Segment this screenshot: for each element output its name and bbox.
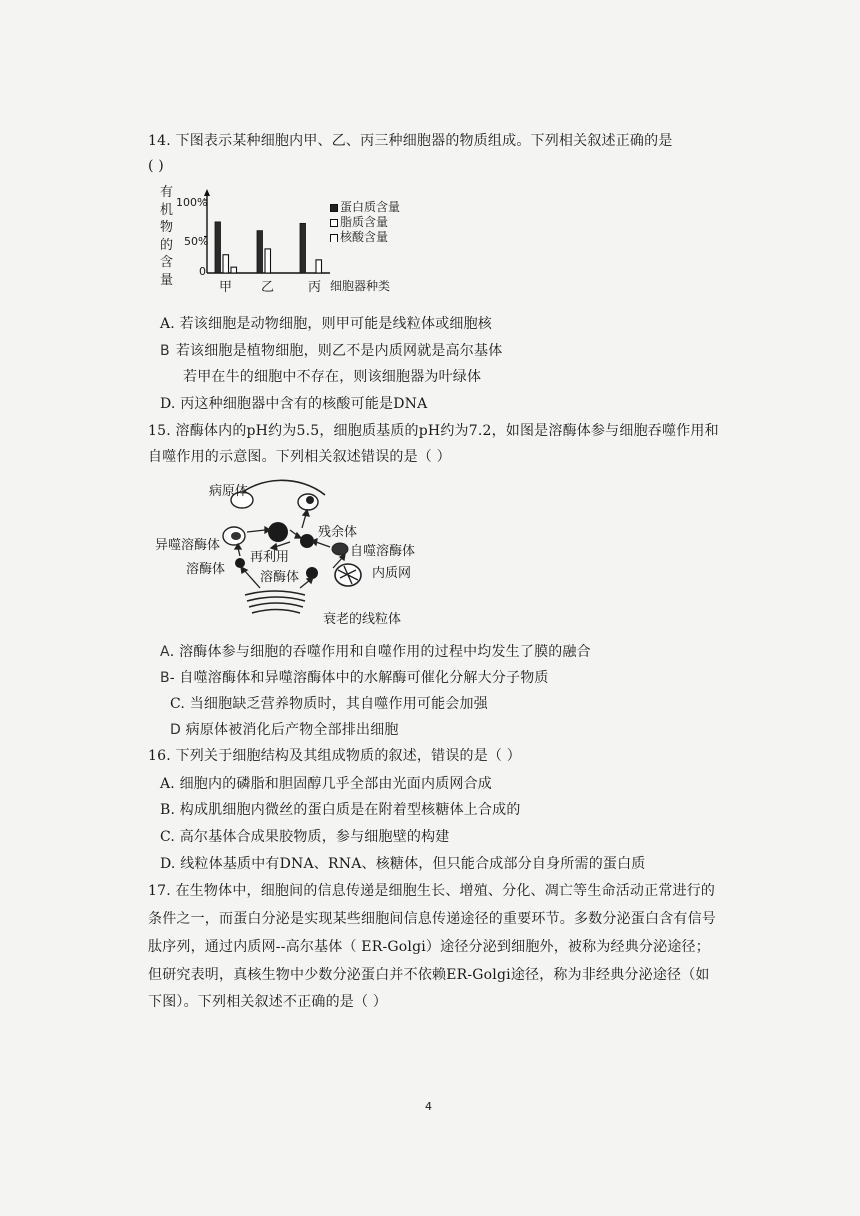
handwritten-mark-b: B: [160, 670, 170, 686]
q16-option-c: C. 高尔基体合成果胶物质，参与细胞壁的构建: [160, 829, 450, 845]
page-number: 4: [425, 1100, 432, 1113]
x-cat-yi: 乙: [261, 280, 275, 295]
q17-line-1: 17. 在生物体中，细胞间的信息传递是细胞生长、增殖、分化、凋亡等生命活动正常进行的: [148, 883, 716, 899]
handwritten-mark-b: B: [160, 343, 170, 359]
handwritten-mark-d: D: [170, 722, 181, 738]
legend-item-protein: 蛋白质含量: [330, 200, 400, 215]
chart-xlabel: 细胞器种类: [330, 279, 391, 293]
bar-protein-1: [257, 231, 263, 273]
handwritten-mark-a: A: [160, 644, 170, 660]
chart-bars: [215, 222, 322, 273]
q16-stem: 16. 下列关于细胞结构及其组成物质的叙述，错误的是（ ）: [148, 748, 521, 764]
bar-lipid-0: [223, 255, 229, 273]
q17-line-5: 下图）。下列相关叙述不正确的是（ ）: [148, 994, 388, 1010]
legend-item-nucleic: 核酸含量: [330, 230, 400, 245]
label-mitochondria: 衰老的线粒体: [323, 612, 402, 627]
q14-option-a: A. 若该细胞是动物细胞，则甲可能是线粒体或细胞核: [160, 316, 493, 332]
bar-nucleic-2: [316, 260, 322, 273]
bar-protein-2: [300, 223, 306, 273]
y-axis-arrow: [204, 189, 210, 196]
label-lysosome-left: 溶酶体: [186, 562, 226, 577]
q14-option-c: 若甲在牛的细胞中不存在，则该细胞器为叶绿体: [183, 369, 482, 385]
q17-line-4: 但研究表明，真核生物中少数分泌蛋白并不依赖ER-Golgi途径，称为非经典分泌途径（如: [148, 967, 710, 983]
q17-line-3: 肽序列，通过内质网--高尔基体（ ER-Golgi）途径分泌到细胞外，被称为经典分泌途径；: [148, 939, 710, 955]
label-residual-body: 残余体: [318, 525, 358, 540]
q14-stem: 14. 下图表示某种细胞内甲、乙、丙三种细胞器的物质组成。下列相关叙述正确的是: [148, 133, 673, 149]
label-reuse: 再利用: [250, 550, 290, 565]
q16-option-d: D. 线粒体基质中有DNA、RNA、核糖体，但只能合成部分自身所需的蛋白质: [160, 856, 646, 872]
q14-paren: ( ): [148, 158, 164, 174]
q15-option-c: C. 当细胞缺乏营养物质时，其自噬作用可能会加强: [170, 696, 488, 712]
label-lysosome-mid: 溶酶体: [260, 570, 300, 585]
chart-legend: [330, 200, 400, 245]
q17-line-2: 条件之一，而蛋白分泌是实现某些细胞间信息传递途径的重要环节。多数分泌蛋白含有信号: [148, 911, 716, 927]
bar-protein-0: [215, 222, 221, 273]
q15-stem-2: 自噬作用的示意图。下列相关叙述错误的是（ ）: [148, 449, 451, 465]
label-auto-lysosome: 自噬溶酶体: [350, 544, 416, 559]
q14-option-b: B 若该细胞是植物细胞，则乙不是内质网就是高尔基体: [160, 343, 503, 359]
legend-item-lipid: 脂质含量: [330, 215, 400, 230]
label-pathogen: 病原体: [209, 484, 249, 499]
q15-stem-1: 15. 溶酶体内的pH约为5.5，细胞质基质的pH约为7.2，如图是溶酶体参与细胞吞噬作用和: [148, 423, 719, 439]
q16-option-a: A. 细胞内的磷脂和胆固醇几乎全部由光面内质网合成: [160, 776, 493, 792]
label-hetero-lysosome: 异噬溶酶体: [155, 538, 221, 553]
label-er: 内质网: [372, 566, 412, 581]
q16-option-b: B. 构成肌细胞内微丝的蛋白质是在附着型核糖体上合成的: [160, 802, 521, 818]
y-tick-100: 100%: [176, 196, 208, 209]
q15-option-b: B- 自噬溶酶体和异噬溶酶体中的水解酶可催化分解大分子物质: [160, 670, 549, 686]
bar-nucleic-0: [231, 267, 237, 273]
q15-option-d: D 病原体被消化后产物全部排出细胞: [170, 722, 399, 738]
bar-lipid-1: [265, 249, 271, 273]
x-cat-bing: 丙: [308, 280, 322, 295]
y-tick-50: 50%: [184, 235, 209, 248]
q15-option-a: A. 溶酶体参与细胞的吞噬作用和自噬作用的过程中均发生了膜的融合: [160, 644, 591, 660]
chart-ylabel: 有机物的含量: [160, 185, 174, 288]
y-tick-0: 0: [199, 265, 206, 278]
q14-option-d: D. 丙这种细胞器中含有的核酸可能是DNA: [160, 396, 428, 412]
x-cat-jia: 甲: [219, 280, 233, 295]
